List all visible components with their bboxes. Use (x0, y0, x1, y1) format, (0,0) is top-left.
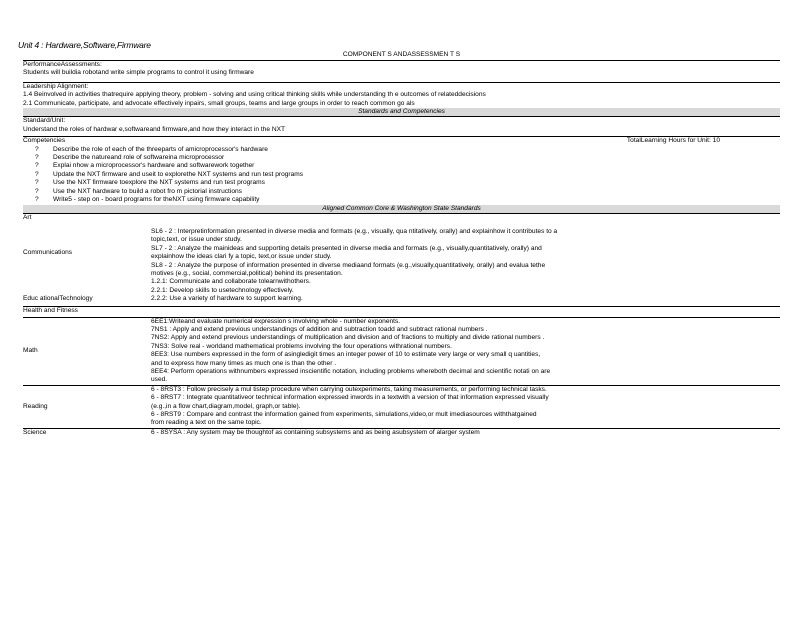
standard-line: SL6 - 2 : Interpretinformation presented in diverse media and formats (e.g., visually, qua ntitatively, orally) and explainhow it contributes to a (151, 227, 558, 235)
communications-label: Communications (23, 248, 73, 256)
standard-line: 7NS3: Solve real - worldand mathematical problems involving the four operations withrational numbers. (151, 342, 452, 350)
standard-line: 6 - 8RST3 : Follow precisely a mul tistep procedure when carrying outexperiments, taking measurements, or performing technical tasks. (151, 385, 547, 393)
standard-line: SL8 - 2 : Analyze the purpose of information presented in diverse mediaand formats (e.g.,visually,quantitatively, orally) and evalua tethe (151, 261, 546, 269)
standard-line: 7NS1 : Apply and extend previous understandings of addition and subtraction toadd and subtract rational numbers . (151, 325, 488, 333)
competency-item: ? Explai nhow a microprocessor's hardware and softwarework together (35, 162, 255, 170)
standard-line: topic,text, or issue under study. (151, 236, 242, 244)
standard-line: 6 - 8RST7 : Integrate quantitativeor technical information expressed inwords in a textwith a version of that information expressed visually (151, 394, 549, 402)
competencies-label: Competencies (23, 137, 66, 145)
standard-line: (e.g.,in a flow chart,diagram,model, graph,or table). (151, 402, 301, 410)
science-label: Science (23, 428, 47, 436)
standard-line: 8EE3: Use numbers expressed in the form of asingledigit times an integer power of 10 to estimate very large or very small q uantities, (151, 351, 541, 359)
standard-line: 2.2.1: Develop skills to usetechnology effectively. (151, 286, 294, 294)
competency-item: ? Use the NXT hardware to build a robot fro m pictorial instructions (35, 187, 242, 195)
competency-item: ? Describe the natureand role of softwareina microprocessor (35, 154, 225, 162)
standard-line: 6 - 8RST9 : Compare and contrast the information gained from experiments, simulations,video,or mult imediasources withthatgained (151, 411, 537, 419)
math-label: Math (23, 346, 38, 354)
standard-line: SL7 - 2 : Analyze the mainideas and supporting details presented in diverse media and formats (e.g., visually,quantitatively, orally) and (151, 244, 542, 252)
learning-hours: TotalLearning Hours for Unit: 10 (626, 137, 720, 145)
standards-bar: Standards and Competencies (23, 108, 780, 116)
standard-line: used. (151, 376, 168, 384)
standard-line: 7NS2: Apply and extend previous understandings of multiplication and division and of fractions to multiply and divide rational numbers . (151, 334, 545, 342)
section-edtech (23, 278, 780, 303)
document-table (23, 50, 780, 437)
section-science (23, 428, 780, 437)
performance-text: Students will buildia robotand write simple programs to control it using firmware (23, 69, 254, 77)
competency-item: ? Use the NXT firmware toexplore the NXT systems and run test programs (35, 179, 265, 187)
leadership-line: 1.4 Beinvolved in activities thatrequire applying theory, problem - solving and using critical thinking skills while understanding th e outcomes of relateddecisions (23, 91, 486, 99)
standard-line: 6EE1:Writeand evaluate numerical expression s involving whole - number exponents. (151, 317, 401, 325)
edtech-label: Educ ationalTechnology (23, 295, 93, 303)
standard-line: motives (e.g., social, commercial,political) behind its presentation. (151, 269, 343, 277)
standard-line: 2.2.2: Use a variety of hardware to support learning. (151, 295, 303, 303)
standard-line: from reading a text on the same topic. (151, 419, 262, 427)
standard-line: and to express how many times as much one is than the other . (151, 359, 337, 367)
leadership-line: 2.1 Communicate, participate, and advocate effectively inpairs, small groups, teams and large groups in order to reach common go als (23, 99, 415, 107)
standard-line: explainhow the ideas clari fy a topic, text,or issue under study. (151, 253, 332, 261)
competency-item: ? Write5 - step on - board programs for theNXT using firmware capability (35, 196, 260, 204)
leadership-label: Leadership Alignment: (23, 82, 780, 91)
standard-unit-text: Understand the roles of hardwar e,softwareand firmware,and how they interact in the NXT (23, 125, 286, 133)
components-title: COMPONENT S ANDASSESSMEN T S (342, 51, 461, 58)
standard-line: 8EE4: Perform operations withnumbers expressed inscientific notation, including problems whereboth decimal and scientific notati on are (151, 368, 551, 375)
section-reading (23, 385, 780, 428)
standard-line: 1.2.1: Communicate and collaborate tolearnwithothers. (151, 278, 311, 286)
competency-item: ? Update the NXT firmware and useit to explorethe NXT systems and run test programs (35, 170, 304, 178)
standard-line: 6 - 8SYSA : Any system may be thoughtof as containing subsystems and as being asubsystem of alarger system (151, 428, 480, 436)
section-health: Health and Fitness (23, 306, 780, 317)
aligned-standards-bar: Aligned Common Core & Washington State Standards (23, 205, 780, 213)
standard-unit-label: Standard/Unit: (23, 116, 780, 125)
performance-label: PerformanceAssessments: (23, 60, 780, 69)
section-art: Art (23, 213, 780, 226)
section-math (23, 317, 780, 385)
competency-item: ? Describe the role of each of the threeparts of amicroprocessor's hardware (35, 145, 268, 153)
section-communications (23, 228, 780, 278)
unit-title: Unit 4 : Hardware,Software,Firmware (18, 40, 151, 50)
reading-label: Reading (23, 402, 48, 410)
